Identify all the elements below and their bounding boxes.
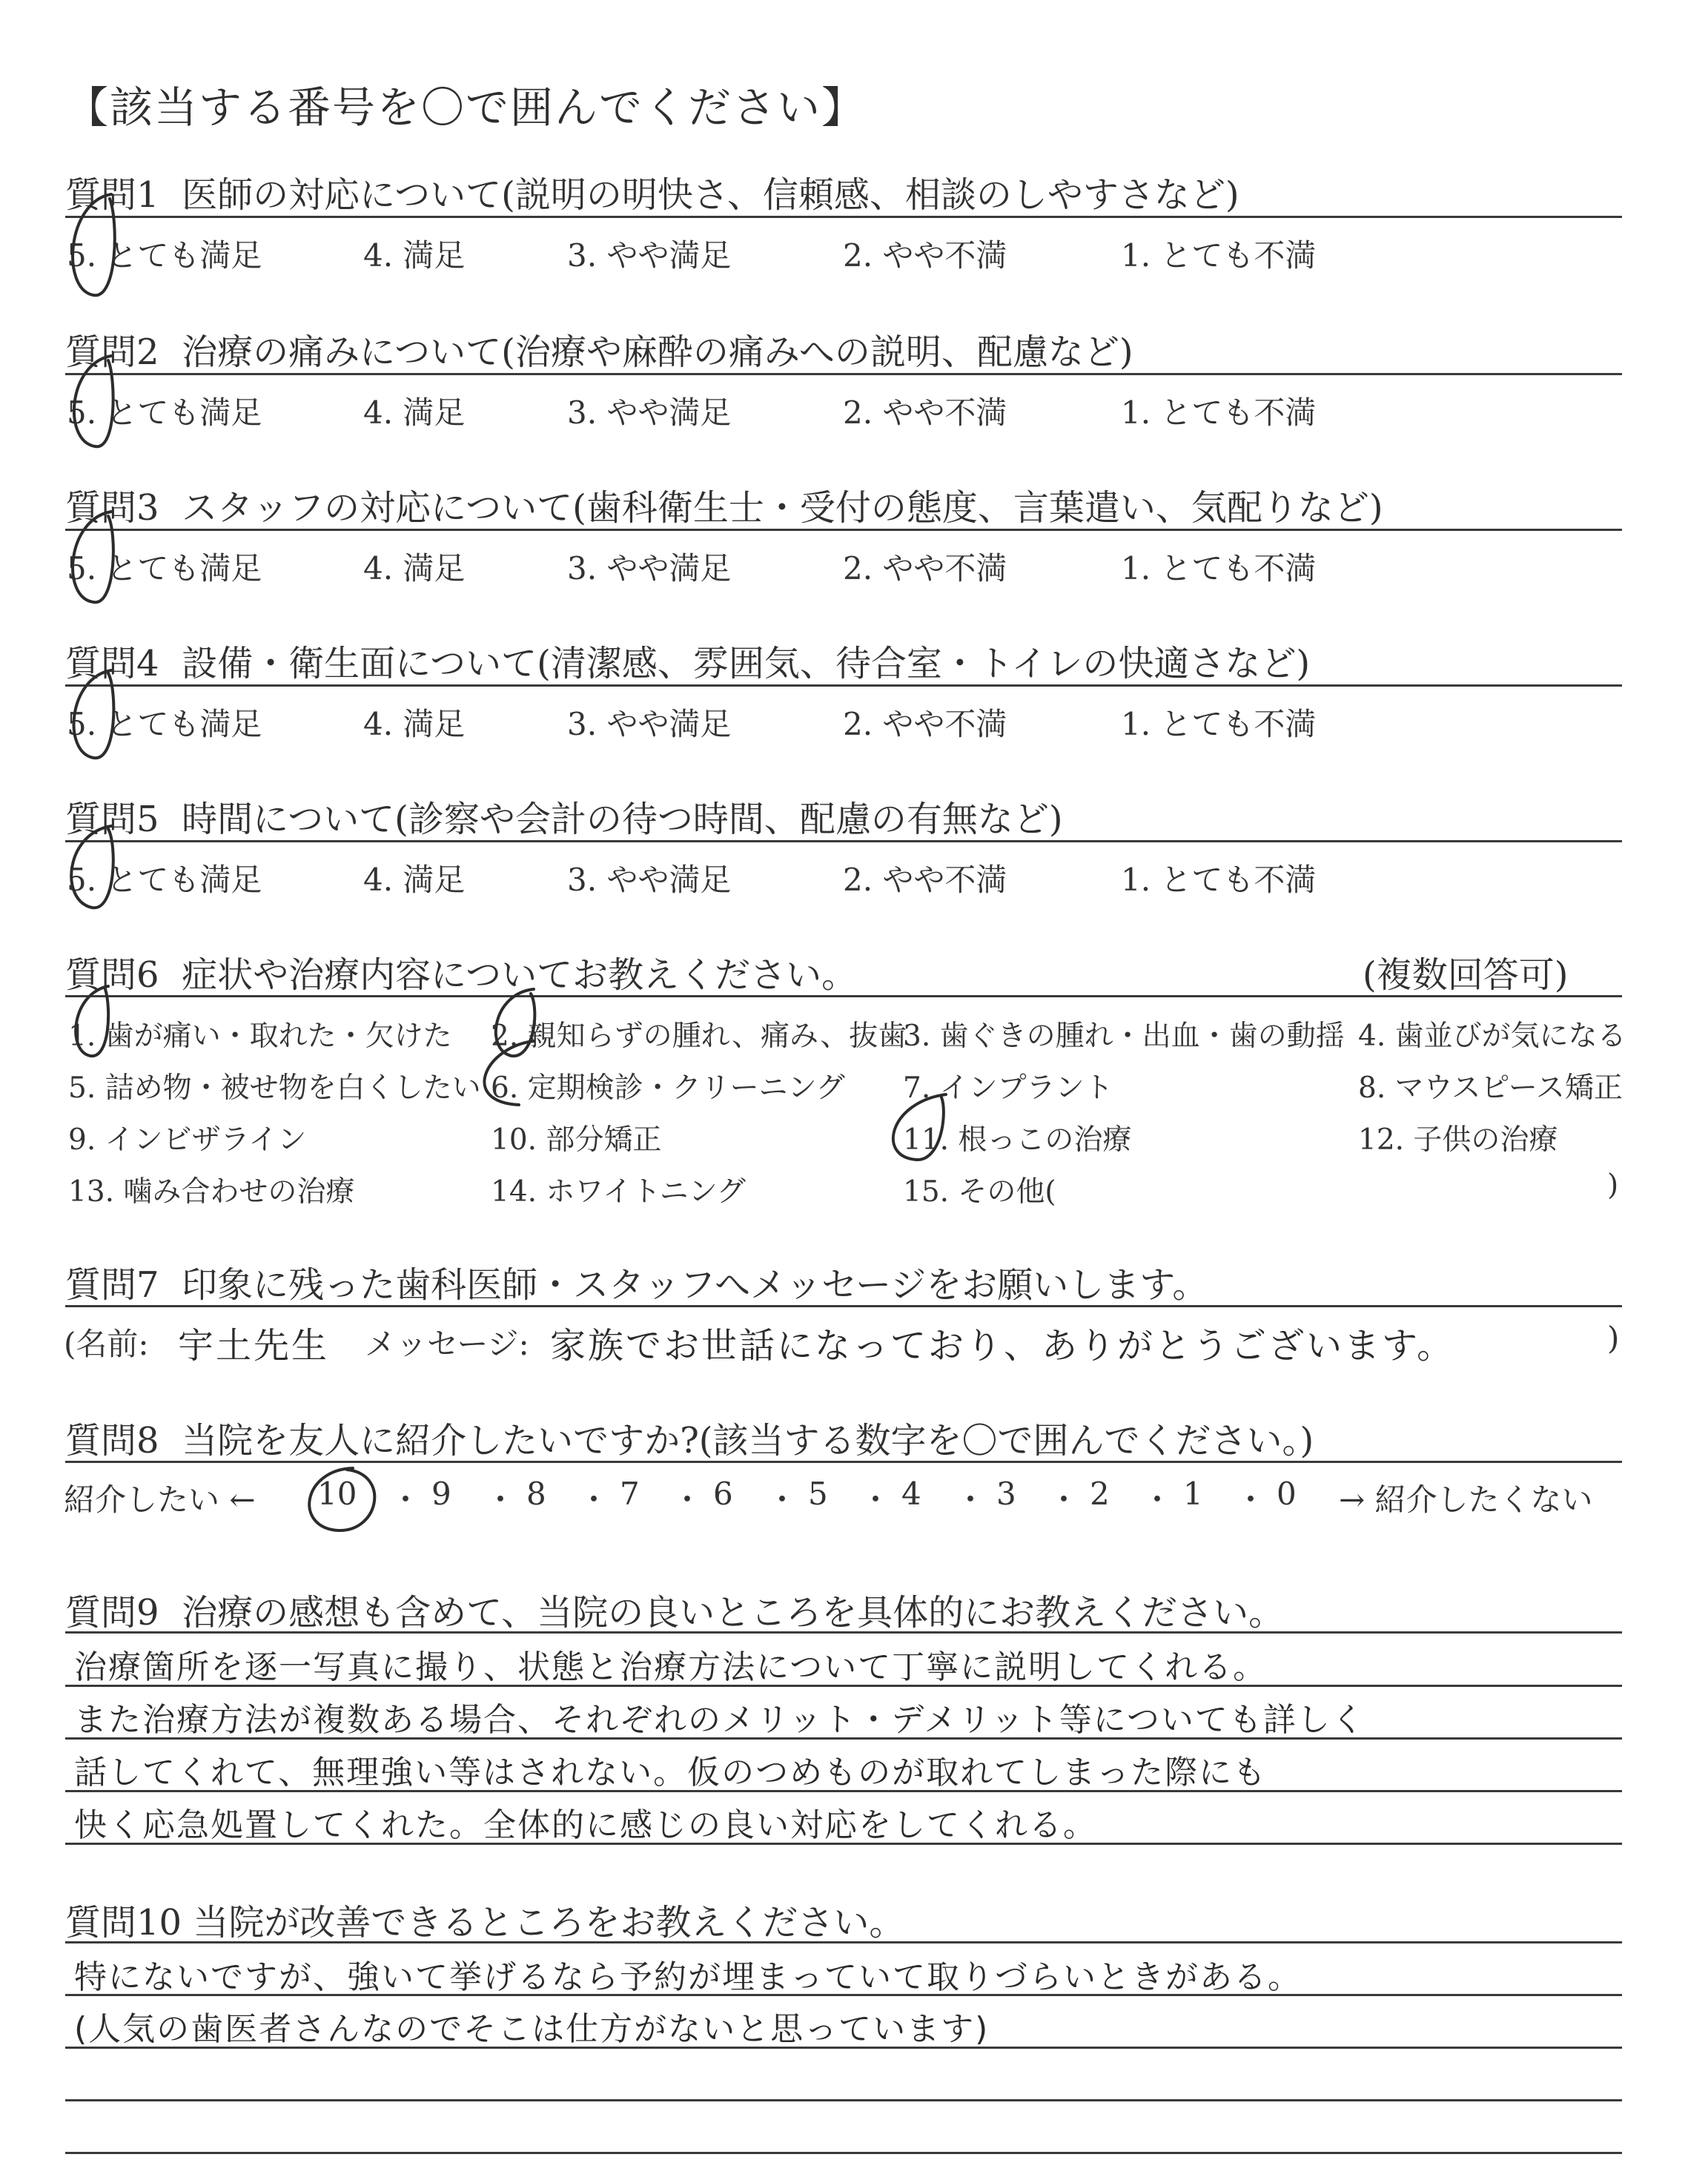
scale-0[interactable]: 0 xyxy=(1277,1476,1297,1512)
symptom-option-5[interactable]: 5. 詰め物・被せ物を白くしたい xyxy=(68,1071,481,1105)
question-text: 印象に残った歯科医師・スタッフへメッセージをお願いします。 xyxy=(182,1264,1208,1306)
scale-dot: ・ xyxy=(485,1482,517,1518)
symptom-option-8[interactable]: 8. マウスピース矯正 xyxy=(1358,1071,1623,1105)
option-1[interactable]: 1. とても不満 xyxy=(1121,394,1317,431)
option-5[interactable]: 5. とても満足 xyxy=(67,706,262,742)
symptom-option-2[interactable]: 2. 親知らずの腫れ、痛み、抜歯 xyxy=(491,1020,907,1053)
message-value[interactable]: 家族でお世話になっており、ありがとうございます。 xyxy=(550,1325,1455,1367)
option-5[interactable]: 5. とても満足 xyxy=(67,237,262,274)
scale-1[interactable]: 1 xyxy=(1183,1476,1203,1512)
question-label: 質問7 xyxy=(65,1264,159,1306)
option-1[interactable]: 1. とても不満 xyxy=(1121,862,1317,898)
scale-5[interactable]: 5 xyxy=(808,1476,828,1512)
name-label: (名前: xyxy=(64,1326,149,1362)
answer-line-3[interactable]: 話してくれて、無理強い等はされない。仮のつめものが取れてしまった際にも xyxy=(74,1754,1268,1791)
symptom-option-12[interactable]: 12. 子供の治療 xyxy=(1358,1123,1558,1157)
symptom-option-1[interactable]: 1. 歯が痛い・取れた・欠けた xyxy=(68,1020,452,1053)
message-label: メッセージ: xyxy=(365,1326,529,1362)
circle-q6-option-1 xyxy=(76,986,108,1056)
scale-dot: ・ xyxy=(390,1482,422,1518)
question-label: 質問5 xyxy=(65,799,159,840)
multiple-answer-note: (複数回答可) xyxy=(1363,954,1569,996)
question-text: 時間について(診察や会計の待つ時間、配慮の有無など) xyxy=(182,799,1063,840)
question-text: 設備・衛生面について(清潔感、雰囲気、待合室・トイレの快適さなど) xyxy=(182,643,1311,684)
option-3[interactable]: 3. やや満足 xyxy=(567,550,732,587)
scale-dot: ・ xyxy=(767,1482,798,1518)
answer-line-4[interactable]: 快く応急処置してくれた。全体的に感じの良い対応をしてくれる。 xyxy=(74,1806,1097,1844)
option-5[interactable]: 5. とても満足 xyxy=(67,394,262,431)
improvement-line-1[interactable]: 特にないですが、強いて挙げるなら予約が埋まっていて取りづらいときがある。 xyxy=(74,1958,1302,1996)
symptom-option-4[interactable]: 4. 歯並びが気になる xyxy=(1358,1020,1626,1053)
scale-8[interactable]: 8 xyxy=(526,1476,546,1512)
option-2[interactable]: 2. やや不満 xyxy=(843,706,1007,742)
circle-q1-option-5 xyxy=(73,194,115,295)
option-4[interactable]: 4. 満足 xyxy=(363,862,466,898)
circle-q3-option-5 xyxy=(73,512,113,602)
question-label: 質問3 xyxy=(65,487,159,529)
circle-q4-option-5 xyxy=(74,670,114,758)
question-text: 医師の対応について(説明の明快さ、信頼感、相談のしやすさなど) xyxy=(182,174,1239,216)
option-2[interactable]: 2. やや不満 xyxy=(843,862,1007,898)
option-3[interactable]: 3. やや満足 xyxy=(567,862,732,898)
answer-line-2[interactable]: また治療方法が複数ある場合、それぞれのメリット・デメリット等についても詳しく xyxy=(74,1701,1366,1739)
option-2[interactable]: 2. やや不満 xyxy=(843,394,1007,431)
scale-10[interactable]: 10 xyxy=(317,1476,357,1512)
circle-q8-scale-10 xyxy=(309,1468,374,1530)
question-label: 質問10 xyxy=(65,1902,182,1943)
question-text: 治療の痛みについて(治療や麻酔の痛みへの説明、配慮など) xyxy=(182,331,1133,373)
symptom-option-11[interactable]: 11. 根っこの治療 xyxy=(903,1123,1132,1157)
scale-6[interactable]: 6 xyxy=(713,1476,733,1512)
question-text: 当院が改善できるところをお教えください。 xyxy=(193,1902,905,1943)
symptom-option-14[interactable]: 14. ホワイトニング xyxy=(491,1175,746,1209)
symptom-option-9[interactable]: 9. インビザライン xyxy=(68,1123,307,1157)
circle-q5-option-5 xyxy=(71,826,113,908)
option-4[interactable]: 4. 満足 xyxy=(363,237,466,274)
other-close-paren: ) xyxy=(1607,1169,1619,1202)
question-label: 質問9 xyxy=(65,1592,159,1634)
recommend-right-label: → 紹介したくない xyxy=(1339,1482,1593,1518)
circle-q2-option-5 xyxy=(74,356,113,446)
question-label: 質問8 xyxy=(65,1420,159,1462)
symptom-option-3[interactable]: 3. 歯ぐきの腫れ・出血・歯の動揺 xyxy=(903,1020,1345,1053)
option-3[interactable]: 3. やや満足 xyxy=(567,394,732,431)
scale-3[interactable]: 3 xyxy=(996,1476,1016,1512)
option-4[interactable]: 4. 満足 xyxy=(363,394,466,431)
scale-dot: ・ xyxy=(1235,1482,1267,1518)
option-5[interactable]: 5. とても満足 xyxy=(67,550,262,587)
question-label: 質問6 xyxy=(65,954,159,996)
option-4[interactable]: 4. 満足 xyxy=(363,706,466,742)
scale-dot: ・ xyxy=(672,1482,704,1518)
symptom-option-15[interactable]: 15. その他( xyxy=(903,1175,1056,1209)
option-3[interactable]: 3. やや満足 xyxy=(567,237,732,274)
scale-dot: ・ xyxy=(860,1482,892,1518)
option-4[interactable]: 4. 満足 xyxy=(363,550,466,587)
question-label: 質問2 xyxy=(65,331,159,373)
option-1[interactable]: 1. とても不満 xyxy=(1121,706,1317,742)
symptom-option-10[interactable]: 10. 部分矯正 xyxy=(491,1123,662,1157)
option-1[interactable]: 1. とても不満 xyxy=(1121,237,1317,274)
symptom-option-7[interactable]: 7. インプラント xyxy=(903,1071,1113,1105)
recommend-left-label: 紹介したい ← xyxy=(64,1482,256,1518)
scale-dot: ・ xyxy=(1048,1482,1080,1518)
scale-dot: ・ xyxy=(578,1482,610,1518)
question-text: 症状や治療内容についてお教えください。 xyxy=(182,954,858,996)
scale-4[interactable]: 4 xyxy=(901,1476,921,1512)
scale-dot: ・ xyxy=(1142,1482,1174,1518)
option-2[interactable]: 2. やや不満 xyxy=(843,550,1007,587)
name-value[interactable]: 宇土先生 xyxy=(178,1325,330,1367)
option-3[interactable]: 3. やや満足 xyxy=(567,706,732,742)
scale-2[interactable]: 2 xyxy=(1090,1476,1110,1512)
improvement-line-2[interactable]: (人気の歯医者さんなのでそこは仕方がないと思っています) xyxy=(74,2010,990,2048)
question-text: スタッフの対応について(歯科衛生士・受付の態度、言葉遣い、気配りなど) xyxy=(182,487,1383,529)
option-1[interactable]: 1. とても不満 xyxy=(1121,550,1317,587)
scale-dot: ・ xyxy=(955,1482,987,1518)
question-text: 当院を友人に紹介したいですか?(該当する数字を〇で囲んでください。) xyxy=(182,1420,1314,1462)
message-close-paren: ) xyxy=(1607,1320,1620,1356)
circle-q6-option-6 xyxy=(484,1041,534,1105)
symptom-option-13[interactable]: 13. 噛み合わせの治療 xyxy=(68,1175,355,1209)
question-label: 質問1 xyxy=(65,174,159,216)
answer-line-1[interactable]: 治療箇所を逐一写真に撮り、状態と治療方法について丁寧に説明してくれる。 xyxy=(74,1648,1268,1686)
scale-9[interactable]: 9 xyxy=(431,1476,451,1512)
option-2[interactable]: 2. やや不満 xyxy=(843,237,1007,274)
question-text: 治療の感想も含めて、当院の良いところを具体的にお教えください。 xyxy=(182,1592,1285,1634)
scale-7[interactable]: 7 xyxy=(620,1476,640,1512)
symptom-option-6[interactable]: 6. 定期検診・クリーニング xyxy=(491,1071,845,1105)
question-label: 質問4 xyxy=(65,643,159,684)
form-instruction: 【該当する番号を〇で囲んでください】 xyxy=(65,82,867,133)
circle-q6-option-11 xyxy=(893,1094,946,1160)
option-5[interactable]: 5. とても満足 xyxy=(67,862,262,898)
